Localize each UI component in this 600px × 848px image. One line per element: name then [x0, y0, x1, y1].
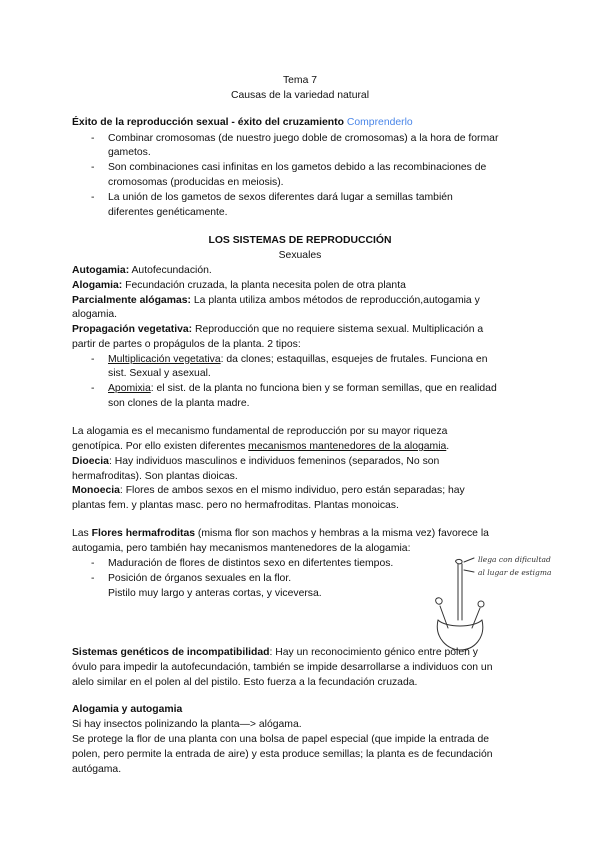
topic-title: Tema 7 — [282, 75, 318, 86]
paragraph-text: polen, pero permite la entrada de aire) y esta produce semillas; la planta es de fecundación — [72, 749, 493, 760]
bullet-dash: - — [91, 573, 95, 584]
bullet-text: Posición de órganos sexuales en la flor. — [108, 573, 292, 584]
def-text: hermafroditas). Son plantas dioicas. — [72, 471, 238, 482]
paragraph-incompatibilidad: Sistemas genéticos de incompatibilidad: Hay un reconocimiento génico entre polen y — [72, 647, 478, 658]
def-text: alogamia. — [72, 309, 118, 320]
def-alogamia: Alogamia: Fecundación cruzada, la planta necesita polen de otra planta — [72, 280, 406, 291]
bullet-multiplicacion-vegetativa: Multiplicación vegetativa: da clones; estaquillas, esquejes de frutales. Funciona en — [108, 354, 488, 365]
def-autogamia: Autogamia: Autofecundación. — [72, 265, 212, 276]
def-dioecia: Dioecia: Hay individuos masculinos e individuos femeninos (separados, No son — [72, 456, 440, 467]
bullet-dash: - — [91, 133, 95, 144]
bullet-apomixia: Apomixia: el sist. de la planta no funciona bien y se forman semillas, que en realidad — [108, 383, 497, 394]
bullet-dash: - — [91, 354, 95, 365]
paragraph-text: Se protege la flor de una planta con una bolsa de papel especial (que impide la entrada de — [72, 734, 490, 745]
flower-sketch-icon — [408, 548, 588, 658]
section-heading-sistemas: LOS SISTEMAS DE REPRODUCCIÓN — [208, 235, 392, 246]
def-propagacion-vegetativa: Propagación vegetativa: Reproducción que no requiere sistema sexual. Multiplicación a — [72, 324, 484, 335]
bullet-dash: - — [91, 162, 95, 173]
section-heading-alogamia-autogamia: Alogamia y autogamia — [72, 704, 183, 715]
bullet-text: cromosomas (producidas en meiosis). — [108, 177, 284, 188]
bullet-text: Maduración de flores de distintos sexo en difertentes tiempos. — [108, 558, 394, 569]
topic-subtitle: Causas de la variedad natural — [230, 90, 370, 101]
paragraph-text: alelo similar en el polen al del pistilo. Esto fuerza a la fecundación cruzada. — [72, 677, 418, 688]
paragraph-alogamia: La alogamia es el mecanismo fundamental de reproducción por su mayor riqueza — [72, 426, 448, 437]
bullet-text: gametos. — [108, 147, 151, 158]
bullet-text: Combinar cromosomas (de nuestro juego doble de cromosomas) a la hora de formar — [108, 133, 499, 144]
bullet-text: La unión de los gametos de sexos diferentes dará lugar a semillas también — [108, 192, 453, 203]
paragraph-alogamia-2: genotípica. Por ello existen diferentes mecanismos mantenedores de la alogamia. — [72, 441, 450, 452]
sketch-note-line-2: al lugar de estigma — [478, 568, 552, 577]
def-text: plantas fem. y plantas masc. pero no hermafroditas. Plantas monoicas. — [72, 500, 399, 511]
paragraph-text: autógama. — [72, 764, 122, 775]
bullet-text: Son combinaciones casi infinitas en los gametos debido a las recombinaciones de — [108, 162, 487, 173]
def-monoecia: Monoecia: Flores de ambos sexos en el mismo individuo, pero están separadas; hay — [72, 485, 465, 496]
bullet-dash: - — [91, 558, 95, 569]
bullet-text: diferentes genéticamente. — [108, 207, 228, 218]
bullet-text: Pistilo muy largo y anteras cortas, y viceversa. — [108, 588, 322, 599]
paragraph-flores-hermafroditas: Las Flores hermafroditas (misma flor son machos y hembras a la misma vez) favorece la — [72, 528, 489, 539]
sketch-note-line-1: llega con dificultad — [478, 555, 551, 564]
paragraph-text: Si hay insectos polinizando la planta—> alógama. — [72, 719, 302, 730]
bullet-text: son clones de la planta madre. — [108, 398, 250, 409]
def-text: partir de partes o propágulos de la planta. 2 tipos: — [72, 339, 301, 350]
bullet-text: sist. Sexual y asexual. — [108, 368, 211, 379]
def-parcialmente-alogamas: Parcialmente alógamas: La planta utiliza ambos métodos de reproducción,autogamia y — [72, 295, 480, 306]
paragraph-text: autogamia, pero también hay mecanismos mantenedores de la alogamia: — [72, 543, 411, 554]
section-heading-exito: Éxito de la reproducción sexual - éxito del cruzamiento Comprenderlo — [72, 117, 413, 128]
bullet-dash: - — [91, 192, 95, 203]
section-subheading-sexuales: Sexuales — [278, 250, 322, 261]
comprenderlo-link[interactable]: Comprenderlo — [346, 117, 413, 128]
bullet-dash: - — [91, 383, 95, 394]
paragraph-text: óvulo para impedir la autofecundación, también se impide desarrollarse a individuos con un — [72, 662, 493, 673]
